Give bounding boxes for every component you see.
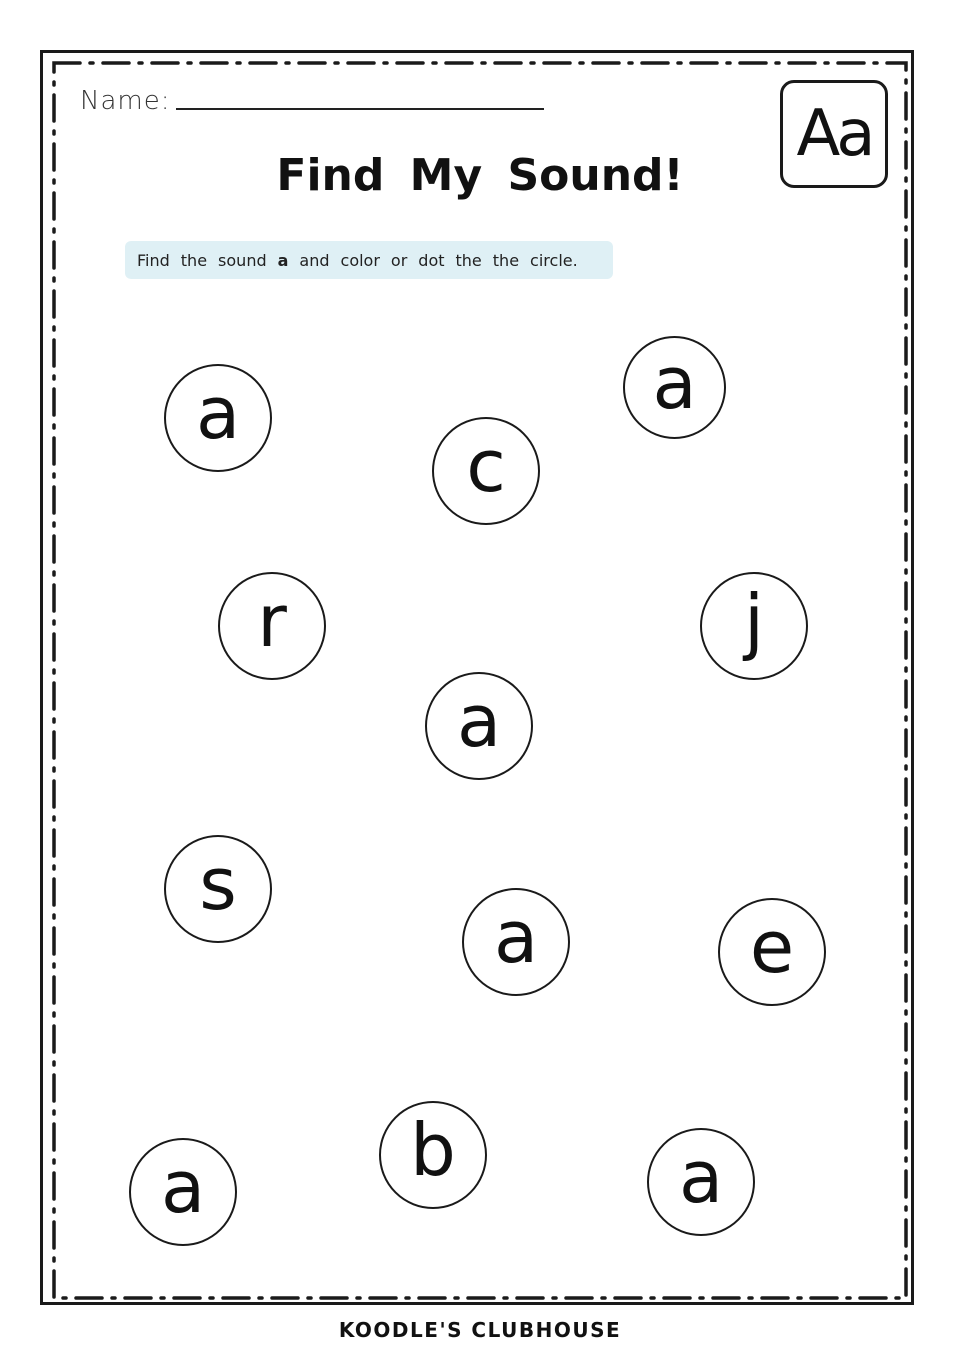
- instruction-word: the: [455, 250, 482, 270]
- letter-circle[interactable]: [164, 364, 272, 472]
- letter-circle[interactable]: [432, 417, 540, 525]
- circle-letter: b: [410, 1108, 456, 1192]
- circle-letter: r: [257, 579, 287, 663]
- name-writing-line[interactable]: [176, 108, 544, 110]
- circle-letter: c: [466, 424, 506, 508]
- instruction-banner: [125, 241, 613, 279]
- instruction-word: sound: [218, 250, 267, 270]
- circle-letter: a: [456, 679, 502, 763]
- letter-circle[interactable]: [379, 1101, 487, 1209]
- worksheet-title: Find My Sound!: [276, 150, 684, 201]
- letter-circle[interactable]: [700, 572, 808, 680]
- letter-circle[interactable]: [218, 572, 326, 680]
- instruction-word: the: [180, 250, 208, 270]
- name-label: Name:: [80, 86, 171, 116]
- name-field[interactable]: [80, 86, 544, 116]
- instruction-word: and: [299, 250, 330, 270]
- circle-letter: a: [652, 340, 697, 425]
- circle-letter: a: [678, 1135, 724, 1219]
- instruction-word: the: [492, 250, 520, 270]
- publisher-footer: KOODLE'S CLUBHOUSE: [338, 1318, 622, 1342]
- circle-letter: e: [749, 905, 795, 989]
- instruction-word: Find: [137, 250, 170, 270]
- circle-letter: j: [743, 579, 764, 663]
- instruction-word: circle.: [530, 250, 578, 270]
- letter-circle[interactable]: [462, 888, 570, 996]
- circle-letter: a: [160, 1145, 206, 1229]
- instruction-word: dot: [418, 250, 445, 270]
- letter-circle[interactable]: [425, 672, 533, 780]
- letter-circle[interactable]: [129, 1138, 237, 1246]
- circle-letter: a: [195, 371, 241, 455]
- instruction-word: or: [390, 250, 408, 270]
- letter-circle[interactable]: [718, 898, 826, 1006]
- letter-circle[interactable]: [623, 336, 726, 439]
- instruction-word: color: [340, 250, 380, 270]
- letter-circle[interactable]: [164, 835, 272, 943]
- letter-circle[interactable]: [647, 1128, 755, 1236]
- circle-letter: a: [493, 895, 539, 979]
- circle-letter: s: [199, 842, 237, 926]
- instruction-target-letter: a: [277, 250, 289, 270]
- letter-badge: Aa: [780, 80, 888, 188]
